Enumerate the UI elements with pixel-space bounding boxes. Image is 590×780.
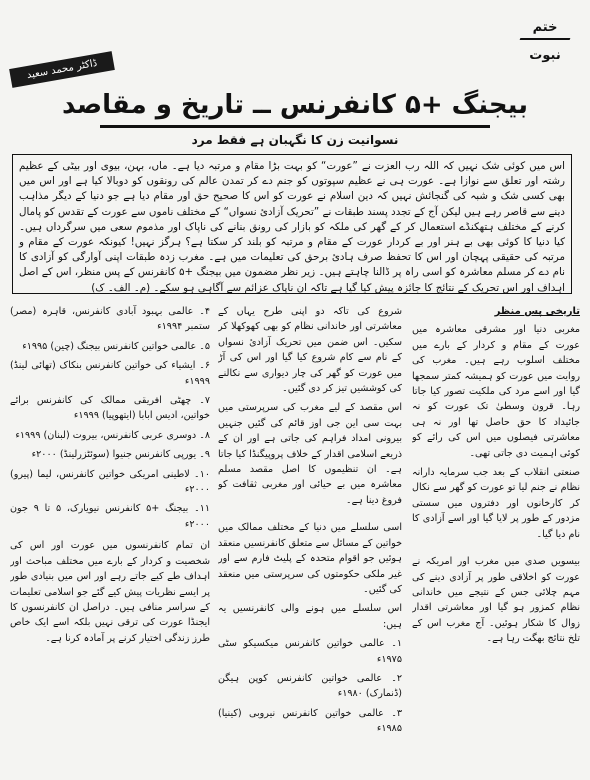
column-right (412, 304, 580, 760)
spacer (412, 546, 580, 554)
list-item: ۱۰۔ لاطینی امریکی خواتین کانفرنس، لیما (پیرو) ۲۰۰۰ء (10, 468, 210, 496)
list-item: ۳۔ عالمی خواتین کانفرنس نیروبی (کینیا) ۱۹۸۵ء (218, 707, 402, 735)
conference-list (10, 304, 210, 532)
paragraph: ان تمام کانفرنسوں میں عورت اور اس کی شخصیت و کردار کے بارے میں مختلف مباحث اور اہداف طے کیے جاتے رہے اور اس میں بنیادی طور پر ایسے نظریات پیش کیے گئے جو اسلامی تعلیمات کے سراسر منافی ہیں۔ دراصل ان کانفرنسوں کا ایجنڈا عورت کی ترقی نہیں بلکہ اسے ایک خاص طرز زندگی اختیار کرنے پر آمادہ کرنا ہے۔ (10, 540, 210, 644)
list-item: ۷۔ چھٹی افریقی ممالک کی کانفرنس برائے خواتین، ادیس ابابا (ایتھوپیا) ۱۹۹۹ء (10, 395, 210, 422)
list-item: ۵۔ عالمی خواتین کانفرنس بیجنگ (چین) ۱۹۹۵ء (22, 340, 210, 352)
list-item: ۱۔ عالمی خواتین کانفرنس میکسیکو سٹی ۱۹۷۵ء (218, 638, 402, 665)
article-subhead: نسوانیت زن کا نگہبان ہے فقط مرد (191, 133, 399, 147)
series-logo: ختم نبوت (516, 14, 574, 42)
column-middle (218, 304, 402, 760)
spacer (218, 512, 402, 520)
intro-box: اس میں کوئی شک نہیں کہ اللہ رب العزت نے ”عورت“ کو بہت بڑا مقام و مرتبہ دیا ہے۔ ماں، بہن، بیوی اور بیٹی کے عظیم رشتہ اور تعلق سے نوازا ہے۔ عورت ہی نے عظیم سپوتوں کو جنم دے کر تمدن عالم کی رونقوں کو دوبالا کیا ہے اور اس میں بھی کسی شک و شبہ کی گنجائش نہیں کہ دین اسلام نے عورت کو اس کا صحیح حق اور مقام دیا ہے جو دنیا کے دیگر مذاہب دینے سے قاصر رہے ہیں لیکن آج کے تجدد پسند طبقات نے ”تحریک آزادیٔ نسواں“ کے مختلف ناموں سے عورت کے تقدس کو پامال کرنے کے مختلف ہتھکنڈے استعمال کر کے گھر کی ملکہ کو بازار کی رونق بنانے کی ناپاک اور مذموم سعی میں سرگرداں ہیں۔ کیا دنیا کا کوئی بھی بے ہنر اور بے کردار عورت کے مقام و مرتبہ کو بلند کر سکتا ہے؟ ہرگز نہیں! کیونکہ عورت کے مقام و مرتبہ کی حقیقی پہچان اور اس کا تحفظ صرف ہادیٔ برحق کی تعلیمات میں ہے۔ مغرب زدہ طبقات اپنی آوارگی کو آزادی کا نام دے کر مسلم معاشرہ کو اسی راہ پر ڈالنا چاہتے ہیں۔ زیر نظر مضمون میں بیجنگ +۵ کانفرنس کے پس منظر، اس کے اصل اہداف اور اس تحریک کے نتائج کا جائزہ پیش کیا گیا ہے تاکہ ان ناپاک عزائم سے آگاہی ہو سکے۔ (م۔ الف۔ ک) (12, 154, 572, 294)
paragraph: اس سلسلے میں ہونے والی کانفرنسیں یہ ہیں: (218, 603, 402, 630)
section-heading: تاریخی پس منظر (494, 306, 580, 317)
paragraph: شروع کی تاکہ دو اپنی طرح یہاں کے معاشرتی اور خاندانی نظام کو بھی کھوکھلا کر سکیں۔ اس ضمن میں تحریک آزادیٔ نسواں کے نام سے کام شروع کیا گیا اور اس کی آڑ میں عورت کو گھر کی چار دیواری سے نکالنے کی کوششیں تیز کر دی گئیں۔ (218, 306, 402, 395)
list-item: ۲۔ عالمی خواتین کانفرنس کوپن ہیگن (ڈنمارک) ۱۹۸۰ء (218, 672, 402, 700)
list-item: ۹۔ یورپی کانفرنس جنیوا (سوئٹزرلینڈ) ۲۰۰۰ء (31, 449, 210, 461)
list-item: ۶۔ ایشیاء کی خواتین کانفرنس بنکاک (تھائی لینڈ) ۱۹۹۹ء (10, 360, 210, 387)
paragraph: اسی سلسلے میں دنیا کے مختلف ممالک میں خواتین کے مسائل سے متعلق کانفرنسیں منعقد ہوئیں جو اقوام متحدہ کے پلیٹ فارم سے اور غیر ملکی حکومتوں کی سرپرستی میں منعقد کی گئیں۔ (218, 522, 402, 595)
paragraph: صنعتی انقلاب کے بعد جب سرمایہ دارانہ نظام نے جنم لیا تو عورت کو گھر سے نکال کر کارخانوں اور دفتروں میں سستی مزدور کے طور پر لایا گیا اور اسے آزادی کا نام دیا گیا۔ (412, 467, 580, 540)
paragraph: اس مقصد کے لیے مغرب کی سرپرستی میں بہت سی این جی اوز قائم کی گئیں جنہیں بیرونی امداد فراہم کی جاتی ہے اور ان کے ذریعے اسلامی اقدار کے خلاف پروپیگنڈا کیا جاتا ہے۔ ان تنظیموں کا اصل مقصد مسلم معاشرہ میں بے حیائی اور مغربی ثقافت کو فروغ دینا ہے۔ (218, 402, 402, 506)
article-headline: بیجنگ +۵ کانفرنس ــ تاریخ و مقاصد (60, 84, 530, 126)
list-item: ۴۔ عالمی بہبود آبادی کانفرنس، قاہرہ (مصر) ستمبر ۱۹۹۴ء (10, 306, 210, 333)
paragraph: بیسویں صدی میں مغرب اور امریکہ نے عورت کو اخلاقی طور پر آزادی دینے کی مہم چلائی جس کے نتیجے میں خاندانی نظام کمزور ہو گیا اور معاشرتی اقدار زوال کا شکار ہوئیں۔ آج مغرب اس کے تلخ نتائج بھگت رہا ہے۔ (412, 556, 580, 645)
list-item: ۱۱۔ بیجنگ +۵ کانفرنس نیویارک، ۵ تا ۹ جون ۲۰۰۰ء (10, 503, 210, 530)
paragraph: مغربی دنیا اور مشرقی معاشرہ میں عورت کے مقام و کردار کے بارے میں مختلف اسلوب رہے ہیں۔ مغرب کی روایت میں عورت کو ہمیشہ کمتر سمجھا گیا اور اسے مرد کی ملکیت تصور کیا جاتا رہا۔ قرون وسطیٰ تک عورت کو نہ جائیداد کا حق حاصل تھا اور نہ ہی معاشرتی فیصلوں میں اس کی رائے کو کوئی اہمیت دی جاتی تھی۔ (412, 324, 580, 459)
list-item: ۸۔ دوسری عربی کانفرنس، بیروت (لبنان) ۱۹۹۹ء (15, 429, 210, 441)
column-left (10, 304, 210, 760)
conference-list (218, 636, 402, 736)
author-tag: ڈاکٹر محمد سعید (9, 51, 115, 88)
